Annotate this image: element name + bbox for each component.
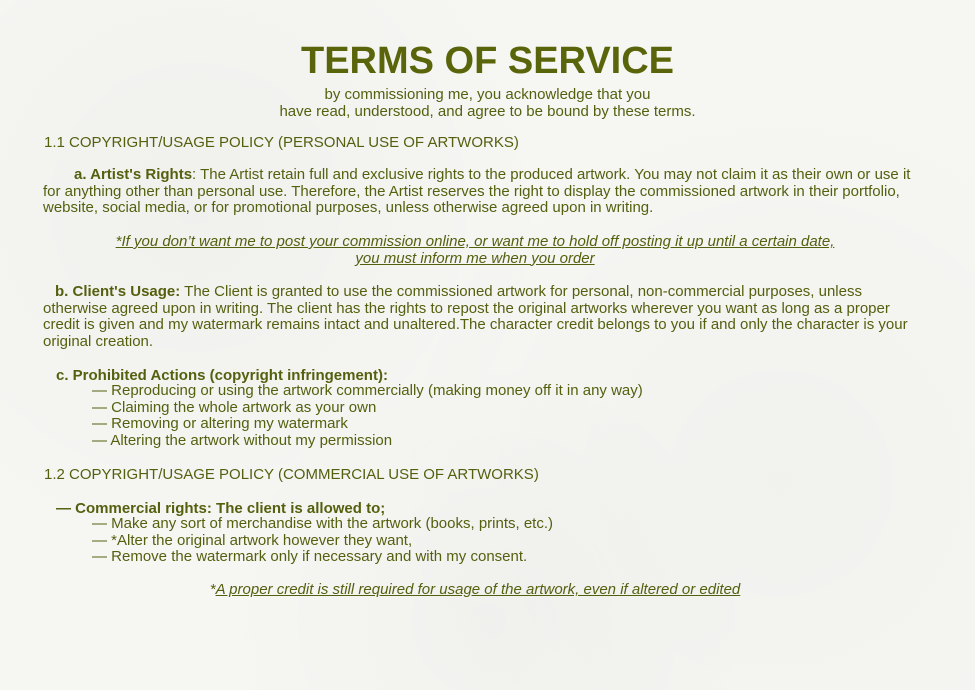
section-1-heading: 1.1 COPYRIGHT/USAGE POLICY (PERSONAL USE OF ARTWORKS) <box>44 134 519 151</box>
note-post-online-line-2: you must inform me when you order <box>355 249 595 267</box>
client-usage-label: b. Client's Usage: <box>55 283 181 300</box>
artist-rights-text: : The Artist retain full and exclusive rights to the produced artwork. You may not claim it as their own or use it for anything other than personal use. Therefore, the Artist reserves the right to display the commissioned artwork in their portfolio, website, social media, or for promotional purposes, unless otherwise agreed upon in writing. <box>43 166 911 217</box>
subtitle <box>0 86 975 120</box>
list-item: — Removing or altering my watermark <box>92 415 348 433</box>
artist-rights-label: a. Artist's Rights <box>74 166 193 183</box>
note-credit-text: A proper credit is still required for usage of the artwork, even if altered or edited <box>215 581 741 598</box>
list-item: — Altering the artwork without my permission <box>92 431 393 449</box>
commercial-list <box>92 516 553 566</box>
subtitle-line-1: by commissioning me, you acknowledge that you <box>324 86 651 103</box>
prohibited-list <box>92 383 643 449</box>
client-usage-text: The Client is granted to use the commissioned artwork for personal, non-commercial purposes, unless otherwise agreed upon in writing. The client has the rights to repost the original artworks wherever you want as long as a proper credit is given and my watermark remains intact and unaltered.The character credit belongs to you if and only the character is your original creation. <box>43 283 908 350</box>
page-title: TERMS OF SERVICE <box>300 40 675 82</box>
note-credit-star: * <box>209 581 216 598</box>
note-post-online-line-1: *If you don’t want me to post your commission online, or want me to hold off posting it up until a certain date, <box>115 233 835 250</box>
note-post-online <box>0 234 950 267</box>
note-credit <box>0 582 950 599</box>
list-item: — Remove the watermark only if necessary and with my consent. <box>92 548 528 566</box>
list-item: — Make any sort of merchandise with the artwork (books, prints, etc.) <box>92 515 554 532</box>
section-2-heading: 1.2 COPYRIGHT/USAGE POLICY (COMMERCIAL USE OF ARTWORKS) <box>44 466 539 483</box>
artist-rights-paragraph <box>43 167 913 217</box>
commercial-heading: — Commercial rights: The client is allowed to; <box>56 500 386 517</box>
list-item: — *Alter the original artwork however they want, <box>92 531 413 549</box>
prohibited-heading: c. Prohibited Actions (copyright infringement): <box>56 367 388 384</box>
list-item: — Claiming the whole artwork as your own <box>92 398 377 416</box>
list-item: — Reproducing or using the artwork commercially (making money off it in any way) <box>92 382 643 399</box>
client-usage-paragraph <box>43 284 913 350</box>
subtitle-line-2: have read, understood, and agree to be bound by these terms. <box>279 103 696 120</box>
